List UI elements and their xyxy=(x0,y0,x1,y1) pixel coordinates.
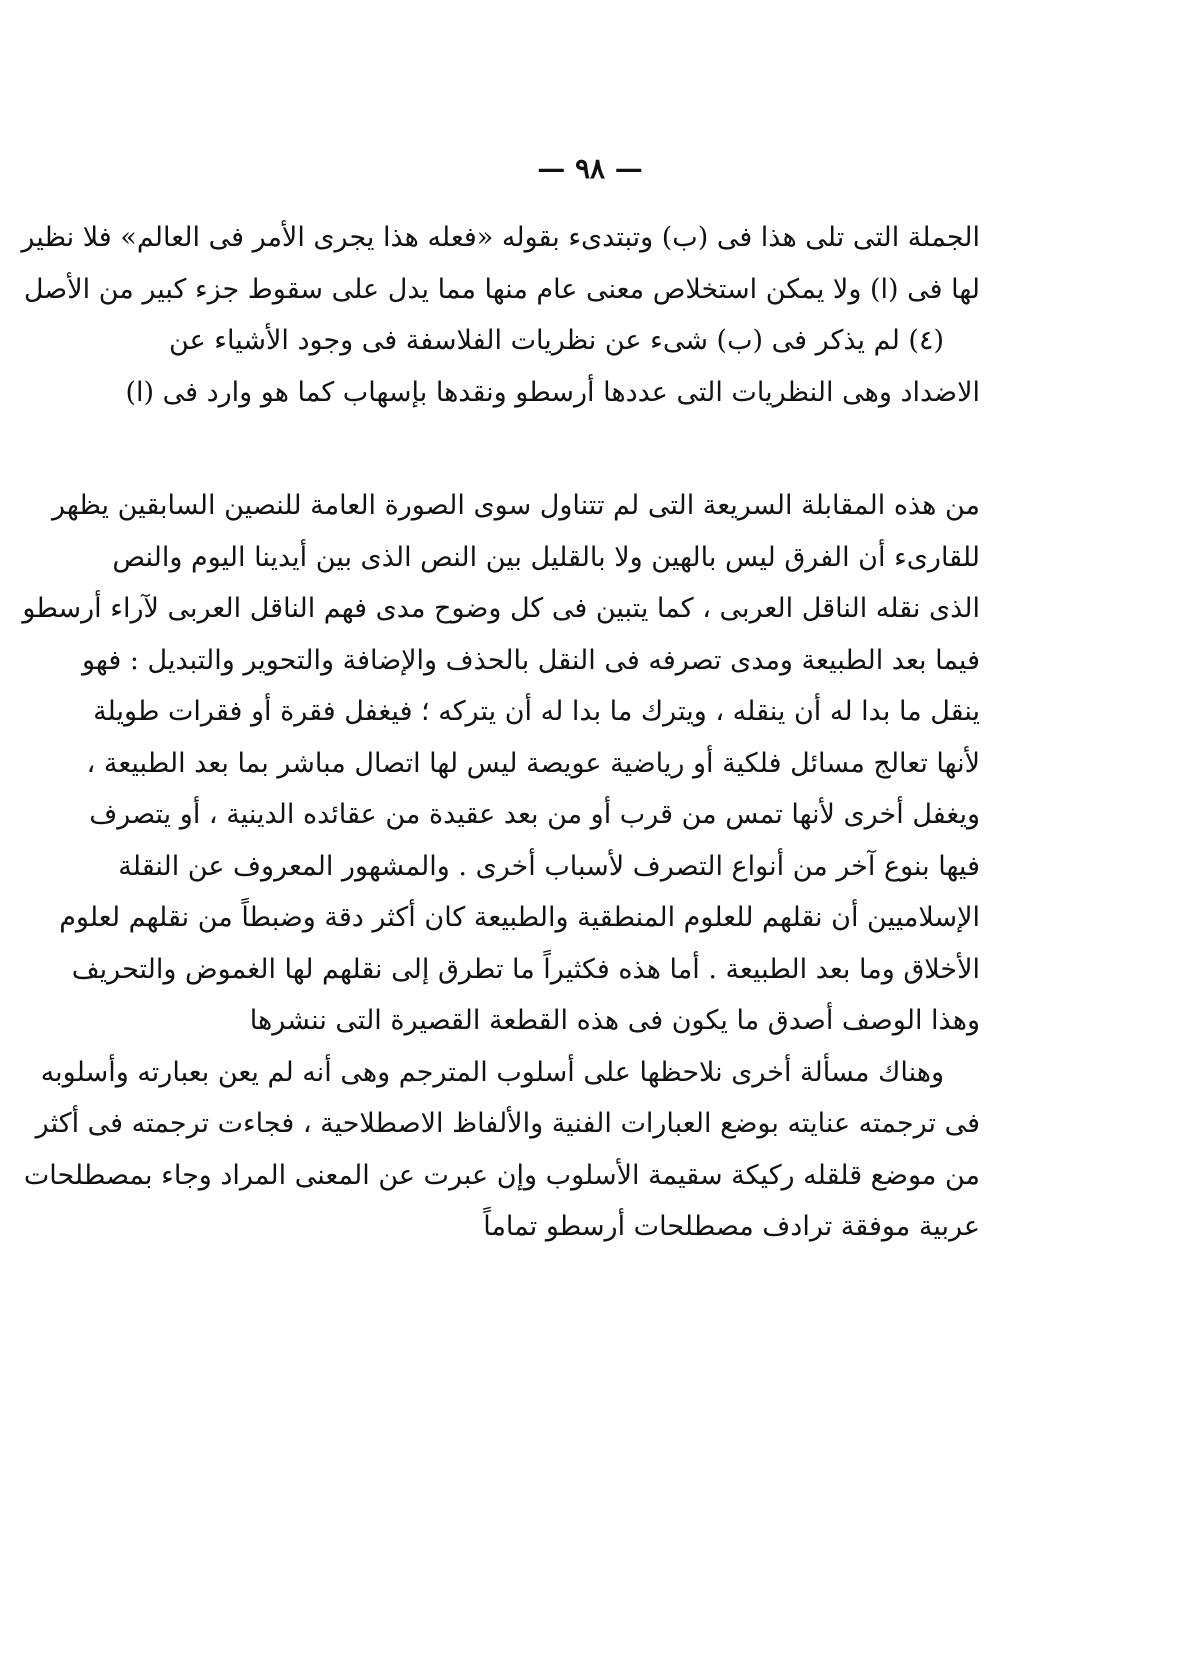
text-line: وهناك مسألة أخرى نلاحظها على أسلوب المترجم وهى أنه لم يعن بعبارته وأسلوبه xyxy=(40,1056,944,1088)
text-line: فيها بنوع آخر من أنواع التصرف لأسباب أخرى . والمشهور المعروف عن النقلة xyxy=(118,850,980,882)
footnote-block xyxy=(21,212,980,418)
text-line: ينقل ما بدا له أن ينقله ، ويترك ما بدا له أن يتركه ؛ فيغفل فقرة أو فقرات طويلة xyxy=(93,696,980,727)
text-line: وهذا الوصف أصدق ما يكون فى هذه القطعة القصيرة التى ننشرها xyxy=(249,1005,980,1036)
text-line: ويغفل أخرى لأنها تمس من قرب أو من بعد عقيدة من عقائده الدينية ، أو يتصرف xyxy=(89,799,980,830)
text-line: فى ترجمته عنايته بوضع العبارات الفنية والألفاظ الاصطلاحية ، فجاءت ترجمته فى أكثر xyxy=(35,1108,980,1139)
text-line: الأخلاق وما بعد الطبيعة . أما هذه فكثيراً ما تطرق إلى نقلهم لها الغموض والتحريف xyxy=(71,953,980,985)
text-line: الذى نقله الناقل العربى ، كما يتبين فى كل وضوح مدى فهم الناقل العربى لآراء أرسطو xyxy=(22,593,980,624)
page-number: — ٩٨ — xyxy=(537,152,643,185)
text-line: لأنها تعالج مسائل فلكية أو رياضية عويصة ليس لها اتصال مباشر بما بعد الطبيعة ، xyxy=(86,747,980,779)
text-line: الاضداد وهى النظريات التى عددها أرسطو ونقدها بإسهاب كما هو وارد فى (ا) xyxy=(125,376,980,408)
text-line: عربية موفقة ترادف مصطلحات أرسطو تماماً xyxy=(483,1211,980,1242)
text-line: الإسلاميين أن نقلهم للعلوم المنطقية والطبيعة كان أكثر دقة وضبطاً من نقلهم لعلوم xyxy=(59,902,980,933)
text-line: من هذه المقابلة السريعة التى لم تتناول سوى الصورة العامة للنصين السابقين يظهر xyxy=(52,490,980,521)
text-line: لها فى (ا) ولا يمكن استخلاص معنى عام منها مما يدل على سقوط جزء كبير من الأصل xyxy=(23,273,980,305)
main-text-block xyxy=(22,480,980,1253)
text-line: للقارىء أن الفرق ليس بالهين ولا بالقليل بين النص الذى بين أيدينا اليوم والنص xyxy=(112,541,980,573)
text-line: فيما بعد الطبيعة ومدى تصرفه فى النقل بالحذف والإضافة والتحوير والتبديل : فهو xyxy=(81,644,980,676)
text-line: الجملة التى تلى هذا فى (ب) وتبتدىء بقوله «فعله هذا يجرى الأمر فى العالم» فلا نظير xyxy=(21,222,980,253)
text-line: (٤) لم يذكر فى (ب) شىء عن نظريات الفلاسفة فى وجود الأشياء عن xyxy=(169,325,944,356)
text-line: من موضع قلقله ركيكة سقيمة الأسلوب وإن عبرت عن المعنى المراد وجاء بمصطلحات xyxy=(23,1159,980,1191)
